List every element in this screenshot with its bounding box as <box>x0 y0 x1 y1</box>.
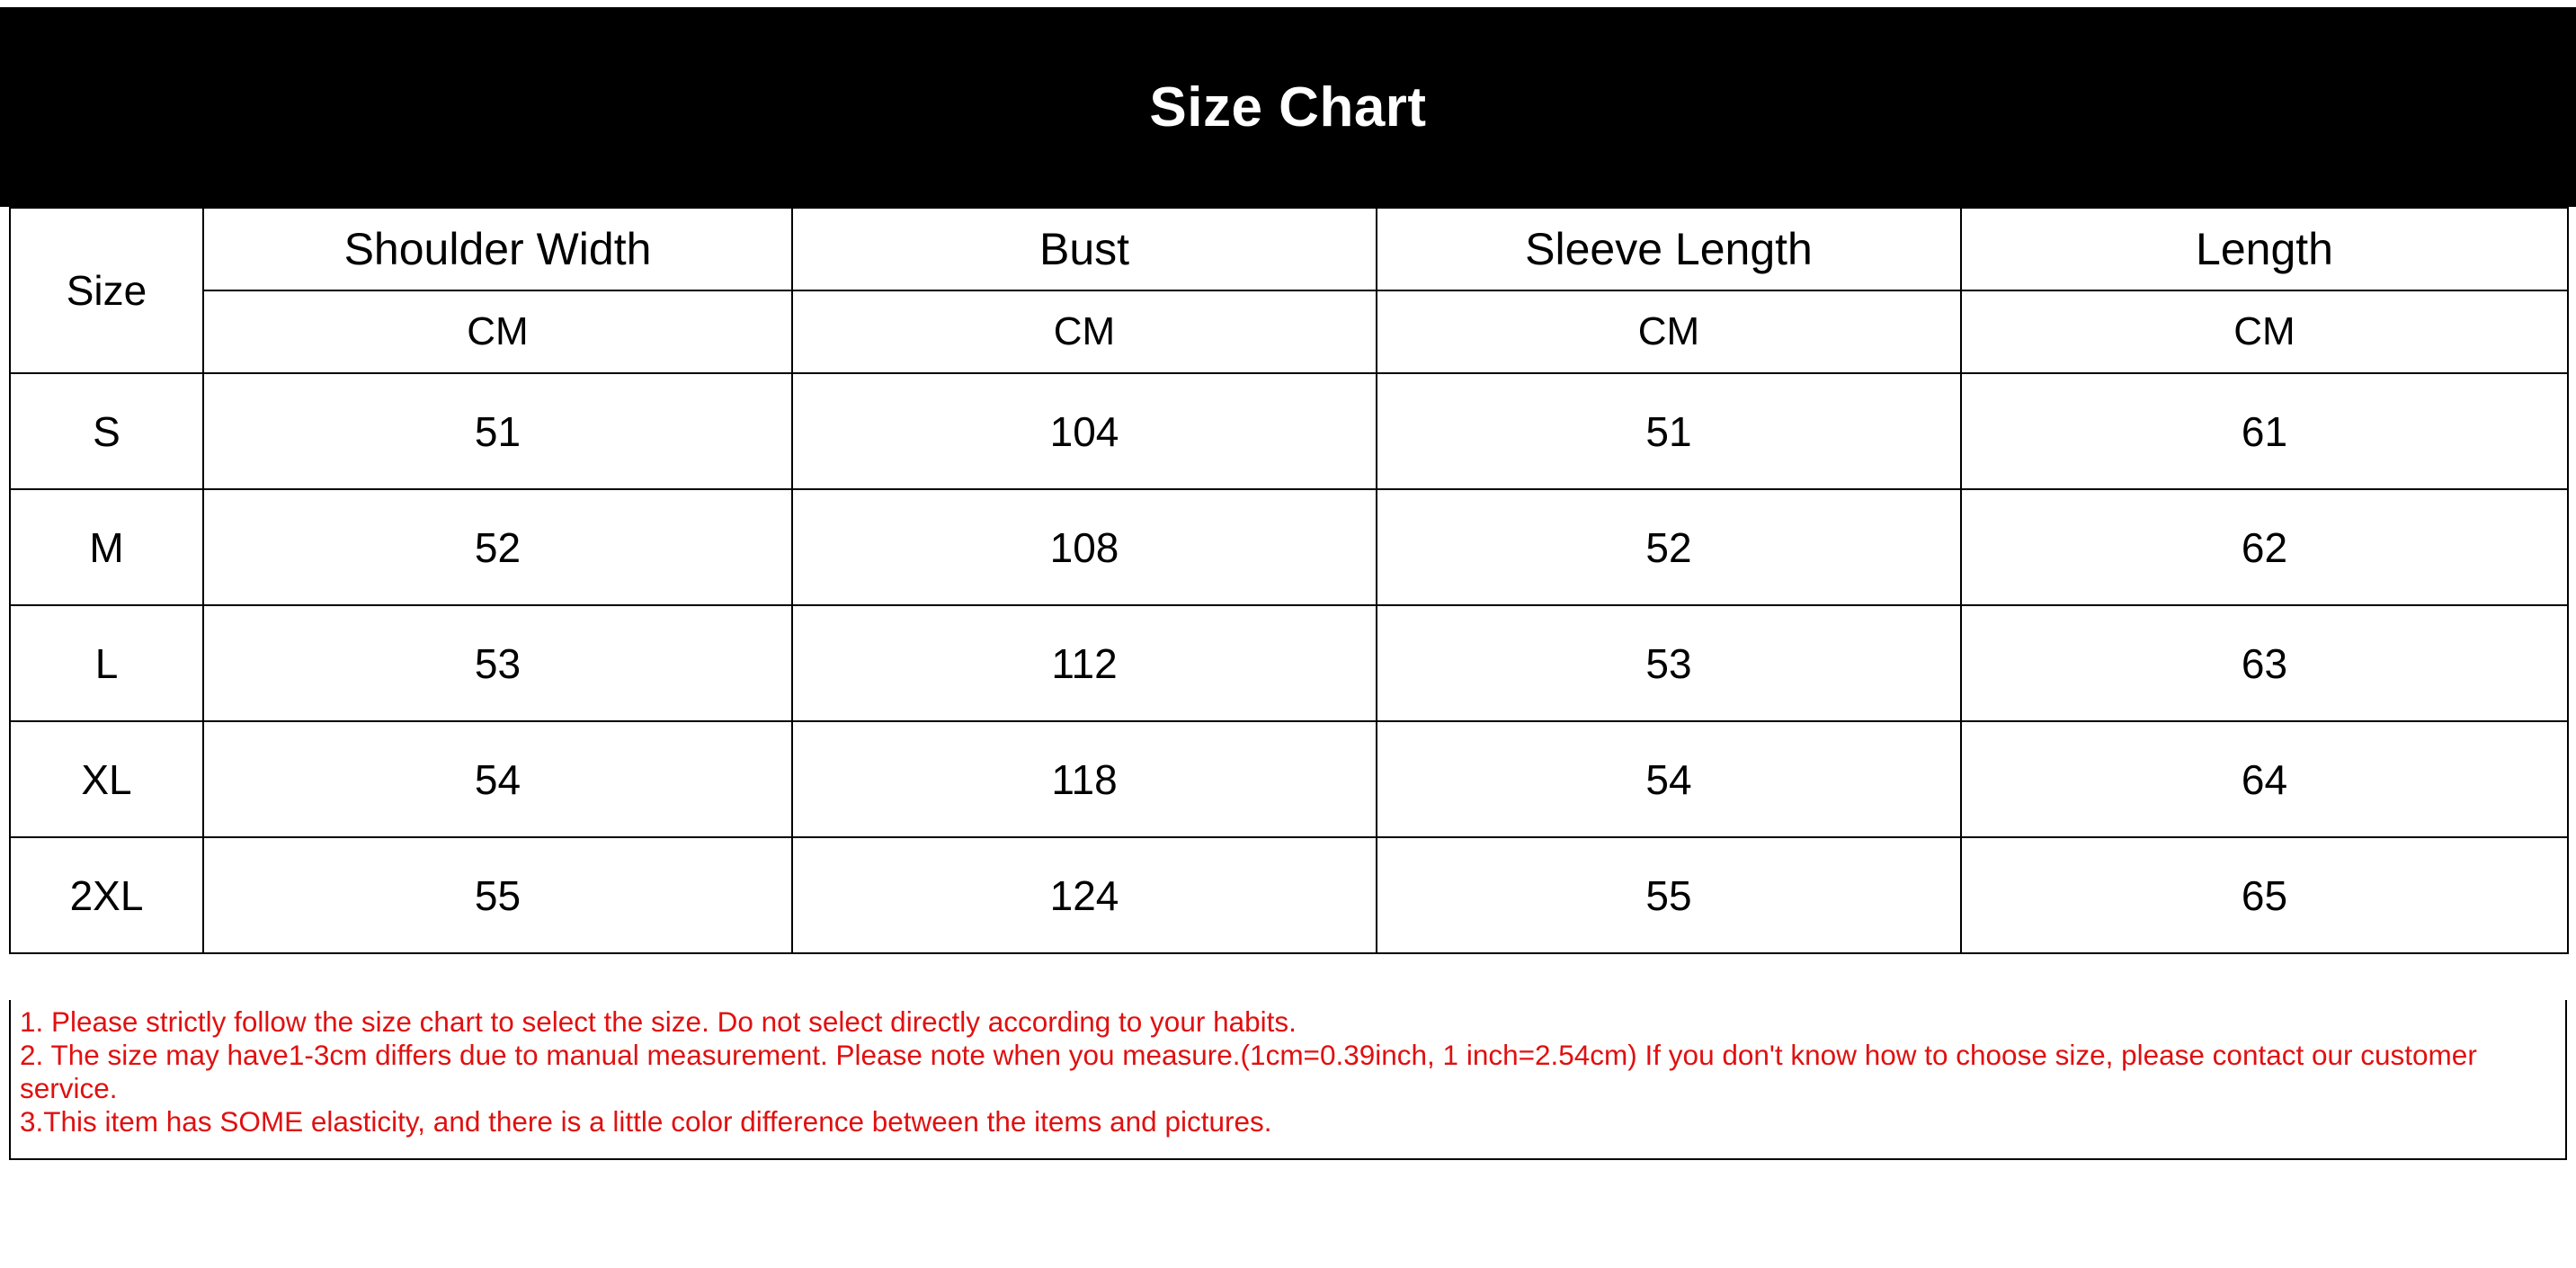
size-table-container <box>9 207 2567 954</box>
row-size-2xl: 2XL <box>10 837 203 953</box>
cell-s-length: 61 <box>1961 373 2568 489</box>
cell-s-bust: 104 <box>792 373 1377 489</box>
table-row <box>10 837 2568 953</box>
header-unit-shoulder-width: CM <box>203 290 792 373</box>
cell-2xl-length: 65 <box>1961 837 2568 953</box>
cell-2xl-sleeve-length: 55 <box>1377 837 1961 953</box>
header-group-sleeve-length: Sleeve Length <box>1377 208 1961 290</box>
table-row <box>10 605 2568 721</box>
row-size-s: S <box>10 373 203 489</box>
cell-l-bust: 112 <box>792 605 1377 721</box>
header-unit-sleeve-length: CM <box>1377 290 1961 373</box>
cell-m-shoulder-width: 52 <box>203 489 792 605</box>
table-header-row-groups <box>10 208 2568 290</box>
cell-xl-length: 64 <box>1961 721 2568 837</box>
row-size-l: L <box>10 605 203 721</box>
cell-xl-shoulder-width: 54 <box>203 721 792 837</box>
header-group-bust: Bust <box>792 208 1377 290</box>
header-unit-bust: CM <box>792 290 1377 373</box>
header-group-length: Length <box>1961 208 2568 290</box>
notes-block <box>9 1000 2567 1160</box>
cell-s-sleeve-length: 51 <box>1377 373 1961 489</box>
table-row <box>10 489 2568 605</box>
header-size: Size <box>10 208 203 373</box>
row-size-m: M <box>10 489 203 605</box>
cell-m-sleeve-length: 52 <box>1377 489 1961 605</box>
cell-2xl-shoulder-width: 55 <box>203 837 792 953</box>
title-bar <box>0 7 2576 207</box>
row-size-xl: XL <box>10 721 203 837</box>
cell-m-length: 62 <box>1961 489 2568 605</box>
note-2: 2. The size may have1-3cm differs due to manual measurement. Please note when you measure.(1cm=0.39inch, 1 inch=2.54cm) If you don't know how to choose size, please contact our customer service. <box>20 1038 2477 1104</box>
cell-l-sleeve-length: 53 <box>1377 605 1961 721</box>
header-unit-length: CM <box>1961 290 2568 373</box>
table-row <box>10 721 2568 837</box>
cell-xl-sleeve-length: 54 <box>1377 721 1961 837</box>
note-3: 3.This item has SOME elasticity, and there is a little color difference between the items and pictures. <box>20 1104 1272 1138</box>
size-table <box>9 207 2569 954</box>
cell-l-shoulder-width: 53 <box>203 605 792 721</box>
table-header-row-units <box>10 290 2568 373</box>
note-1: 1. Please strictly follow the size chart to select the size. Do not select directly according to your habits. <box>20 1005 1297 1038</box>
page-title: Size Chart <box>1149 76 1427 138</box>
cell-xl-bust: 118 <box>792 721 1377 837</box>
cell-m-bust: 108 <box>792 489 1377 605</box>
cell-s-shoulder-width: 51 <box>203 373 792 489</box>
table-row <box>10 373 2568 489</box>
cell-2xl-bust: 124 <box>792 837 1377 953</box>
cell-l-length: 63 <box>1961 605 2568 721</box>
header-group-shoulder-width: Shoulder Width <box>203 208 792 290</box>
